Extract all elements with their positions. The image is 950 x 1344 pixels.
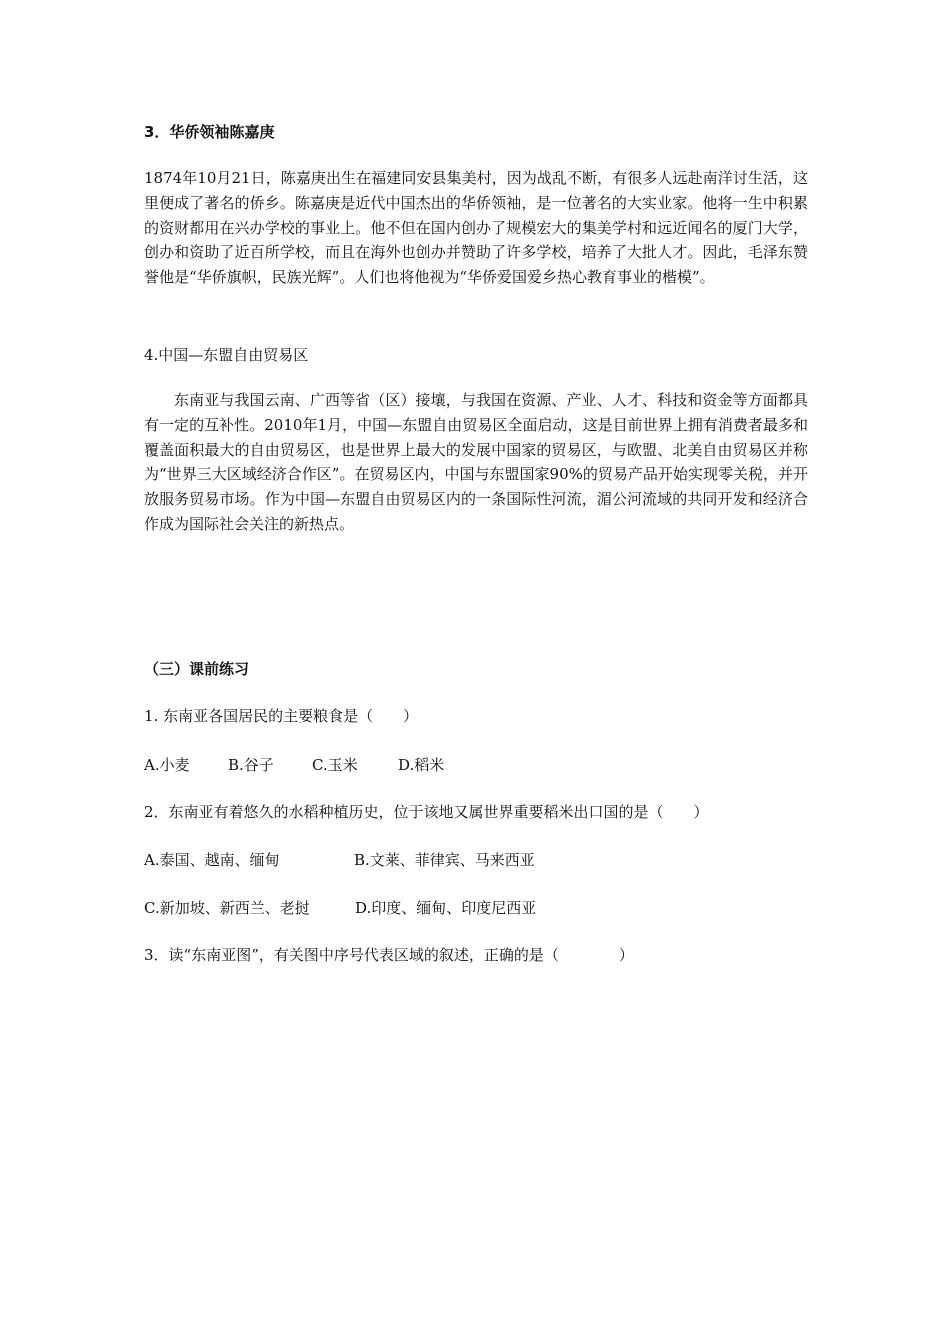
question-2-options-row2 xyxy=(144,898,808,918)
q2-option-d: D.印度、缅甸、印度尼西亚 xyxy=(355,899,537,917)
question-2-options-row1 xyxy=(144,850,808,870)
section4-heading: 4.中国—东盟自由贸易区 xyxy=(144,346,309,364)
q1-option-c: C.玉米 xyxy=(312,756,358,774)
section3-body: 1874年10月21日，陈嘉庚出生在福建同安县集美村，因为战乱不断，有很多人远赴南洋讨生活，这里便成了著名的侨乡。陈嘉庚是近代中国杰出的华侨领袖，是一位著名的大实业家。他将一生中积累的资财都用在兴办学校的事业上。他不但在国内创办了规模宏大的集美学村和远近闻名的厦门大学，创办和资助了近百所学校，而且在海外也创办并赞助了许多学校，培养了大批人才。因此，毛泽东赞誉他是“华侨旗帜，民族光辉”。人们也将他视为“华侨爱国爱乡热心教育事业的楷模”。 xyxy=(144,169,808,287)
q1-option-a: A.小麦 xyxy=(144,756,190,774)
q1-option-d: D.稻米 xyxy=(398,756,445,774)
section4-body: 东南亚与我国云南、广西等省（区）接壤，与我国在资源、产业、人才、科技和资金等方面都具有一定的互补性。2010年1月，中国—东盟自由贸易区全面启动，这是目前世界上拥有消费者最多和覆盖面积最大的自由贸易区，也是世界上最大的发展中国家的贸易区，与欧盟、北美自由贸易区并称为“世界三大区域经济合作区”。在贸易区内，中国与东盟国家90%的贸易产品开始实现零关税，并开放服务贸易市场。作为中国—东盟自由贸易区内的一条国际性河流，湄公河流域的共同开发和经济合作成为国际社会关注的新热点。 xyxy=(144,391,808,533)
q2-option-c: C.新加坡、新西兰、老挝 xyxy=(144,899,310,917)
practice-heading: （三）课前练习 xyxy=(144,660,250,678)
section3-heading: 3．华侨领袖陈嘉庚 xyxy=(144,123,275,141)
q2-option-a: A.泰国、越南、缅甸 xyxy=(144,851,280,869)
q2-option-b: B.文莱、菲律宾、马来西亚 xyxy=(354,851,535,869)
q1-option-b: B.谷子 xyxy=(228,756,274,774)
question-2-stem: 2．东南亚有着悠久的水稻种植历史，位于该地又属世界重要稻米出口国的是（ ） xyxy=(144,803,709,821)
question-1-stem: 1. 东南亚各国居民的主要粮食是（ ） xyxy=(144,707,419,725)
question-1-options xyxy=(144,755,808,775)
question-3-stem: 3．读“东南亚图”，有关图中序号代表区域的叙述，正确的是（ ） xyxy=(144,946,634,964)
